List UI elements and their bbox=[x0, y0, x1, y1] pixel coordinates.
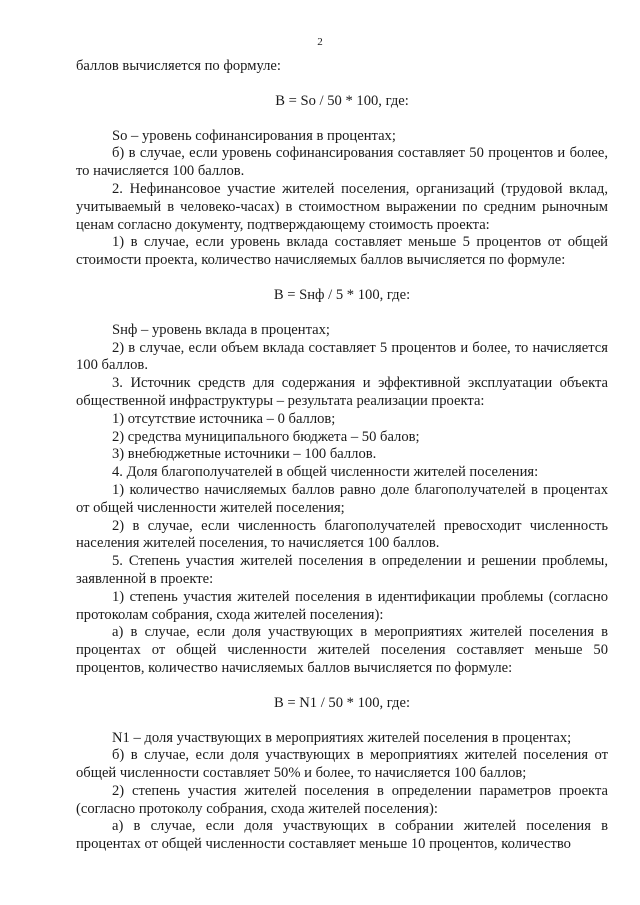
paragraph: 4. Доля благополучателей в общей численности жителей поселения: bbox=[112, 464, 539, 481]
paragraph: а) в случае, если доля участвующих в мероприятиях жителей поселения в процентах от общей численности жителей поселения составляет меньше 50 процентов, количество начисляемых баллов вычисляется по формуле: bbox=[76, 624, 608, 676]
list-item: 3) внебюджетные источники – 100 баллов. bbox=[112, 446, 377, 463]
paragraph: 2. Нефинансовое участие жителей поселения, организаций (трудовой вклад, учитываемый в человеко-часах) в стоимостном выражении по средним рыночным ценам согласно документу, подтверждающему стоимость проекта: bbox=[76, 180, 608, 233]
paragraph: 2) степень участия жителей поселения в определении параметров проекта (согласно протоколу собрания, схода жителей поселения): bbox=[76, 782, 608, 817]
paragraph: а) в случае, если доля участвующих в собрании жителей поселения в процентах от общей численности составляет меньше 10 процентов, количество bbox=[76, 818, 608, 853]
paragraph: б) в случае, если доля участвующих в мероприятиях жителей поселения от общей численности составляет 50% и более, то начисляется 100 баллов; bbox=[76, 747, 608, 782]
paragraph: 1) степень участия жителей поселения в идентификации проблемы (согласно протоколам собрания, схода жителей поселения): bbox=[76, 588, 608, 623]
paragraph: 2) в случае, если объем вклада составляет 5 процентов и более, то начисляется 100 баллов. bbox=[76, 339, 608, 374]
formula: В = N1 / 50 * 100, где: bbox=[273, 694, 411, 711]
paragraph: Sнф – уровень вклада в процентах; bbox=[112, 321, 330, 338]
paragraph: 5. Степень участия жителей поселения в определении и решении проблемы, заявленной в проекте: bbox=[76, 553, 608, 587]
paragraph: 2) в случае, если численность благополучателей превосходит численность населения жителей поселения, то начисляется 100 баллов. bbox=[76, 517, 608, 552]
list-item: 2) средства муниципального бюджета – 50 балов; bbox=[112, 428, 420, 445]
paragraph: баллов вычисляется по формуле: bbox=[76, 58, 281, 74]
list-item: 1) отсутствие источника – 0 баллов; bbox=[112, 410, 336, 427]
formula: В = Sнф / 5 * 100, где: bbox=[273, 286, 411, 303]
document-body bbox=[76, 58, 608, 854]
paragraph: 3. Источник средств для содержания и эффективной эксплуатации объекта общественной инфраструктуры – результата реализации проекта: bbox=[76, 375, 608, 409]
paragraph: N1 – доля участвующих в мероприятиях жителей поселения в процентах; bbox=[112, 729, 572, 746]
formula: В = Sо / 50 * 100, где: bbox=[275, 92, 409, 109]
paragraph: Sо – уровень софинансирования в процентах; bbox=[112, 127, 396, 144]
page-number: 2 bbox=[317, 36, 323, 48]
paragraph: 1) в случае, если уровень вклада составляет меньше 5 процентов от общей стоимости проекта, количество начисляемых баллов вычисляется по формуле: bbox=[76, 234, 608, 269]
paragraph: 1) количество начисляемых баллов равно доле благополучателей в процентах от общей численности жителей поселения; bbox=[76, 481, 608, 516]
paragraph: б) в случае, если уровень софинансирования составляет 50 процентов и более, то начисляется 100 баллов. bbox=[76, 145, 608, 180]
